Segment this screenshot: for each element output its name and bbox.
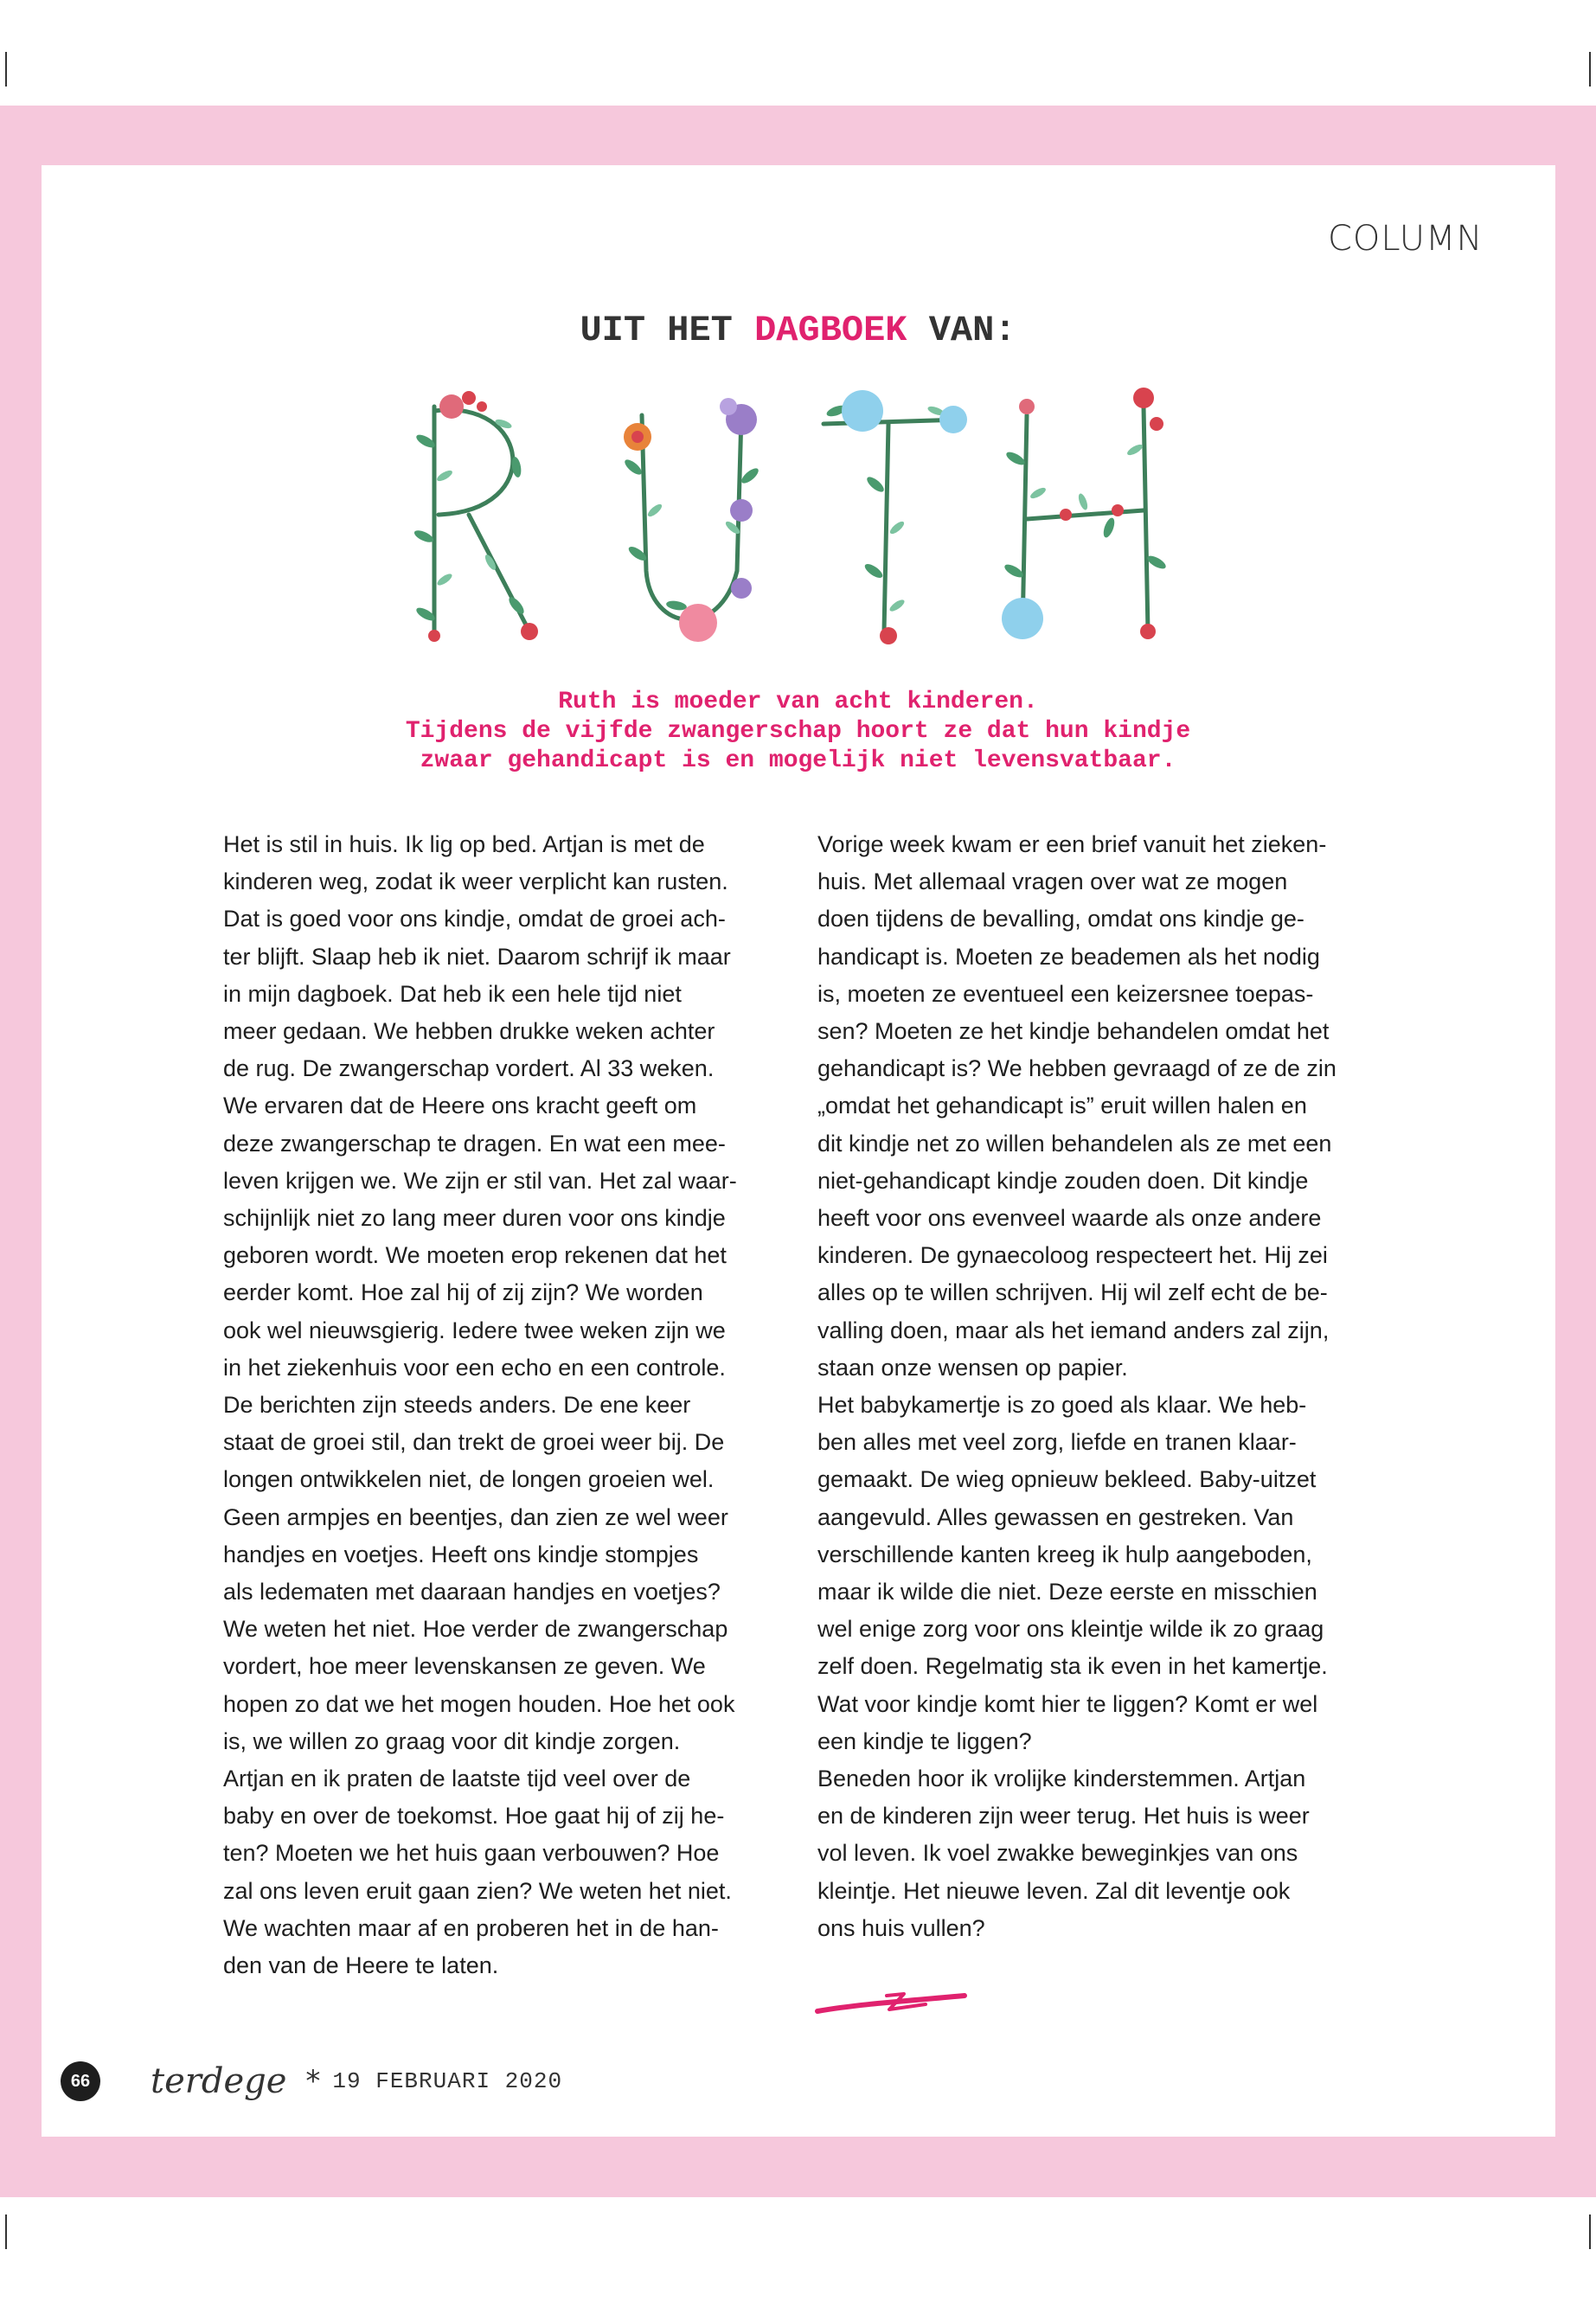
crop-mark — [1589, 52, 1591, 87]
body-text-line: ook wel nieuwsgierig. Iedere twee weken zijn we — [223, 1317, 726, 1343]
body-text-line: dit kindje net zo willen behandelen als ze met een — [817, 1130, 1332, 1157]
body-text-line: We ervaren dat de Heere ons kracht geeft om — [223, 1093, 697, 1119]
body-column-left — [223, 826, 777, 1984]
body-text-line: kinderen weg, zodat ik weer verplicht kan rusten. — [223, 868, 728, 895]
body-text-line: hopen zo dat we het mogen houden. Hoe het ook — [223, 1690, 735, 1717]
body-text-line: niet-gehandicapt kindje zouden doen. Dit kindje — [817, 1167, 1309, 1194]
floral-letter-u — [642, 415, 741, 619]
body-text-line: alles op te willen schrijven. Hij wil zelf echt de be- — [817, 1279, 1328, 1306]
body-text-line: gehandicapt is? We hebben gevraagd of ze de zin — [817, 1055, 1336, 1082]
body-text-line: staan onze wensen op papier. — [817, 1354, 1128, 1381]
body-text-line: in het ziekenhuis voor een echo en een controle. — [223, 1354, 726, 1381]
body-text-line: We wachten maar af en proberen het in de han- — [223, 1914, 719, 1941]
page-footer — [61, 2061, 562, 2102]
body-text-line: We weten het niet. Hoe verder de zwangerschap — [223, 1616, 728, 1643]
intro-text — [0, 688, 1596, 776]
body-text-line: longen ontwikkelen niet, de longen groeien wel. — [223, 1466, 715, 1493]
body-text-line: doen tijdens de bevalling, omdat ons kindje ge- — [817, 906, 1304, 933]
body-text-line: huis. Met allemaal vragen over wat ze mogen — [817, 868, 1288, 895]
body-text-line: eerder komt. Hoe zal hij of zij zijn? We worden — [223, 1279, 703, 1306]
floral-letter-t — [824, 420, 962, 631]
ruth-lettering-text: RUTH — [795, 648, 800, 650]
headline-suffix: VAN: — [907, 310, 1016, 351]
body-text-line: kinderen. De gynaecoloog respecteert het. Hij zei — [817, 1242, 1328, 1269]
body-text-line: maar ik wilde die niet. Deze eerste en misschien — [817, 1579, 1317, 1606]
intro-line: Ruth is moeder van acht kinderen. — [558, 689, 1038, 715]
column-headline — [0, 310, 1596, 351]
body-text-line: zal ons leven eruit gaan zien? We weten het niet. — [223, 1877, 732, 1904]
body-text-line: „omdat het gehandicapt is” eruit willen halen en — [817, 1093, 1307, 1119]
headline-highlight: DAGBOEK — [754, 310, 907, 351]
body-text-line: heeft voor ons evenveel waarde als onze andere — [817, 1205, 1322, 1232]
end-mark-swash — [813, 1985, 969, 2020]
body-text-line: als ledematen met daaraan handjes en voetjes? — [223, 1579, 721, 1606]
body-text-line: Artjan en ik praten de laatste tijd veel over de — [223, 1766, 691, 1792]
body-text-line: den van de Heere te laten. — [223, 1952, 499, 1979]
body-text-line: en de kinderen zijn weer terug. Het huis is weer — [817, 1803, 1310, 1830]
body-text-line: handjes en voetjes. Heeft ons kindje stompjes — [223, 1541, 699, 1567]
body-text-line: deze zwangerschap te dragen. En wat een mee- — [223, 1130, 726, 1157]
body-text-line: Beneden hoor ik vrolijke kinderstemmen. Artjan — [817, 1766, 1306, 1792]
body-text-line: in mijn dagboek. Dat heb ik een hele tijd niet — [223, 980, 682, 1007]
magazine-logo: terdege — [151, 2061, 287, 2101]
body-text-line: aangevuld. Alles gewassen en gestreken. Van — [817, 1503, 1294, 1530]
crop-mark — [5, 52, 7, 87]
body-text-line: zelf doen. Regelmatig sta ik even in het kamertje. — [817, 1653, 1328, 1680]
section-label: COLUMN — [1328, 219, 1484, 259]
body-text-line: staat de groei stil, dan trekt de groei weer bij. De — [223, 1429, 725, 1456]
body-text-line: ben alles met veel zorg, liefde en tranen klaar- — [817, 1429, 1297, 1456]
body-text-line: meer gedaan. We hebben drukke weken achter — [223, 1018, 715, 1045]
asterisk-separator: * — [305, 2064, 321, 2099]
body-text-line: Het babykamertje is zo goed als klaar. We heb- — [817, 1392, 1307, 1419]
body-text-line: ons huis vullen? — [817, 1914, 985, 1941]
ruth-floral-lettering — [400, 372, 1195, 653]
body-text-line: ter blijft. Slaap heb ik niet. Daarom schrijf ik maar — [223, 943, 731, 970]
body-text-line: valling doen, maar als het iemand anders zal zijn, — [817, 1317, 1330, 1343]
body-text-line: een kindje te liggen? — [817, 1727, 1032, 1754]
body-text-line: kleintje. Het nieuwe leven. Zal dit leventje ook — [817, 1877, 1291, 1904]
issue-date: 19 FEBRUARI 2020 — [332, 2068, 563, 2094]
intro-line: zwaar gehandicapt is en mogelijk niet levensvatbaar. — [420, 747, 1176, 774]
body-text-line: Vorige week kwam er een brief vanuit het zieken- — [817, 831, 1327, 857]
body-column-right — [817, 826, 1371, 1947]
body-text-line: de rug. De zwangerschap vordert. Al 33 weken. — [223, 1055, 715, 1082]
body-text-line: leven krijgen we. We zijn er stil van. Het zal waar- — [223, 1167, 737, 1194]
body-text-line: wel enige zorg voor ons kleintje wilde ik zo graag — [817, 1616, 1324, 1643]
body-text-line: sen? Moeten ze het kindje behandelen omdat het — [817, 1018, 1330, 1045]
body-text-line: gemaakt. De wieg opnieuw bekleed. Baby-uitzet — [817, 1466, 1317, 1493]
body-text-line: ten? Moeten we het huis gaan verbouwen? Hoe — [223, 1840, 720, 1867]
body-text-line: geboren wordt. We moeten erop rekenen dat het — [223, 1242, 727, 1269]
body-text-line: is, we willen zo graag voor dit kindje zorgen. — [223, 1727, 681, 1754]
crop-mark — [5, 2214, 7, 2249]
body-text-line: De berichten zijn steeds anders. De ene keer — [223, 1392, 691, 1419]
body-text-line: is, moeten ze eventueel een keizersnee toepas- — [817, 980, 1314, 1007]
page-number: 66 — [61, 2061, 100, 2101]
body-text-line: schijnlijk niet zo lang meer duren voor ons kindje — [223, 1205, 726, 1232]
body-text-line: Wat voor kindje komt hier te liggen? Komt er wel — [817, 1690, 1318, 1717]
crop-mark — [1589, 2214, 1591, 2249]
body-text-line: vordert, hoe meer levenskansen ze geven. We — [223, 1653, 706, 1680]
body-text-line: vol leven. Ik voel zwakke beweginkjes van ons — [817, 1840, 1298, 1867]
floral-letter-r — [434, 407, 529, 631]
body-text-line: Het is stil in huis. Ik lig op bed. Artjan is met de — [223, 831, 705, 857]
body-text-line: baby en over de toekomst. Hoe gaat hij of zij he- — [223, 1803, 725, 1830]
headline-prefix: UIT HET — [580, 310, 755, 351]
body-text-line: Geen armpjes en beentjes, dan zien ze wel weer — [223, 1503, 728, 1530]
intro-line: Tijdens de vijfde zwangerschap hoort ze dat hun kindje — [405, 718, 1191, 745]
floral-letter-h — [1022, 407, 1148, 631]
body-text-line: handicapt is. Moeten ze beademen als het nodig — [817, 943, 1320, 970]
body-text-line: verschillende kanten kreeg ik hulp aangeboden, — [817, 1541, 1312, 1567]
body-text-line: Dat is goed voor ons kindje, omdat de groei ach- — [223, 906, 726, 933]
